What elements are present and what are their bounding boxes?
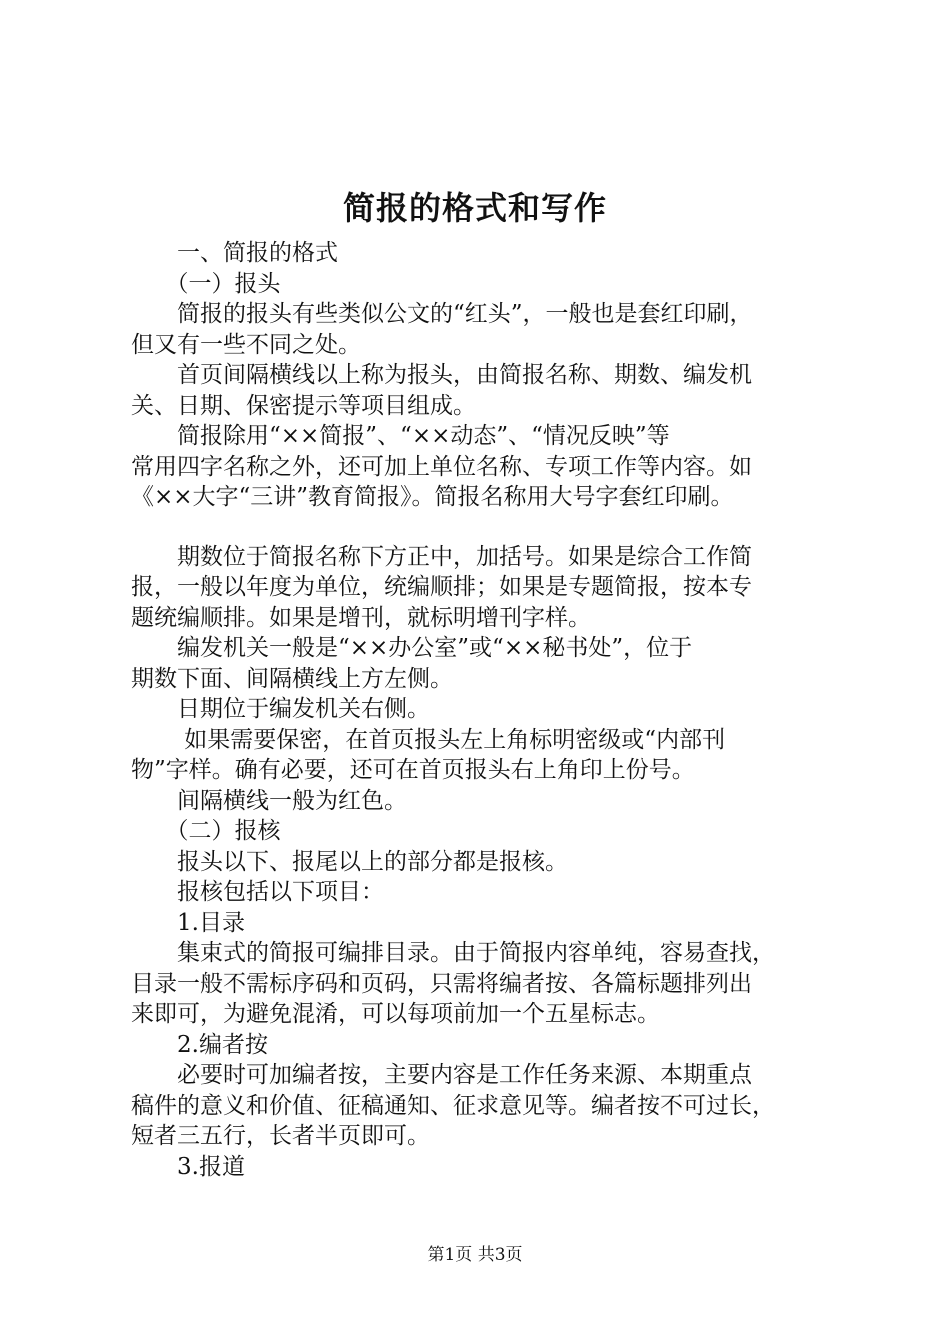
body-line: 集束式的简报可编排目录。由于简报内容单纯，容易查找， [131,940,775,966]
body-line: 常用四字名称之外，还可加上单位名称、专项工作等内容。如 [131,453,752,480]
body-line: 编发机关一般是“××办公室”或“××秘书处”，位于 [131,635,693,661]
document-title: 简报的格式和写作 [342,189,607,227]
body-line: 一、简报的格式 [131,240,338,266]
body-line: 稿件的意义和价值、征稿通知、征求意见等。编者按不可过长， [131,1092,775,1119]
body-line: 间隔横线一般为红色。 [131,787,407,814]
body-line: 简报除用“××简报”、“××动态”、“情况反映”等 [131,423,670,449]
page-footer: 第1页 共3页 [427,1245,523,1265]
body-line: 2.编者按 [131,1031,268,1058]
body-line: （一）报头 [131,270,281,297]
body-line: 简报的报头有些类似公文的“红头”，一般也是套红印刷， [131,301,753,327]
body-line: 期数下面、间隔横线上方左侧。 [131,665,453,692]
body-line: 1.目录 [131,909,245,936]
body-line: 来即可，为避免混淆，可以每项前加一个五星标志。 [131,1001,660,1027]
body-line: 日期位于编发机关右侧。 [131,696,430,722]
body-line: 题统编顺排。如果是增刊，就标明增刊字样。 [131,604,591,631]
body-line: 物”字样。确有必要，还可在首页报头右上角印上份号。 [131,757,695,783]
body-line: 《××大字“三讲”教育简报》。简报名称用大号字套红印刷。 [131,484,734,510]
body-line: 报核包括以下项目： [131,879,384,905]
document-body [131,238,849,1182]
body-line: 报，一般以年度为单位，统编顺排；如果是专题简报，按本专 [131,574,752,600]
body-line: 短者三五行，长者半页即可。 [131,1123,430,1149]
body-line: 期数位于简报名称下方正中，加括号。如果是综合工作简 [131,543,752,570]
body-line: 关、日期、保密提示等项目组成。 [131,392,476,419]
blank-line [131,513,849,542]
body-line: 如果需要保密，在首页报头左上角标明密级或“内部刊 [131,726,726,753]
body-line: 首页间隔横线以上称为报头，由简报名称、期数、编发机 [131,362,752,388]
body-line: 但又有一些不同之处。 [131,331,361,358]
body-line: 3.报道 [131,1153,245,1180]
body-line: 目录一般不需标序码和页码，只需将编者按、各篇标题排列出 [131,970,752,997]
body-line: 必要时可加编者按，主要内容是工作任务来源、本期重点 [131,1062,752,1088]
body-line: 报头以下、报尾以上的部分都是报核。 [131,848,568,875]
body-line: （二）报核 [131,818,281,844]
